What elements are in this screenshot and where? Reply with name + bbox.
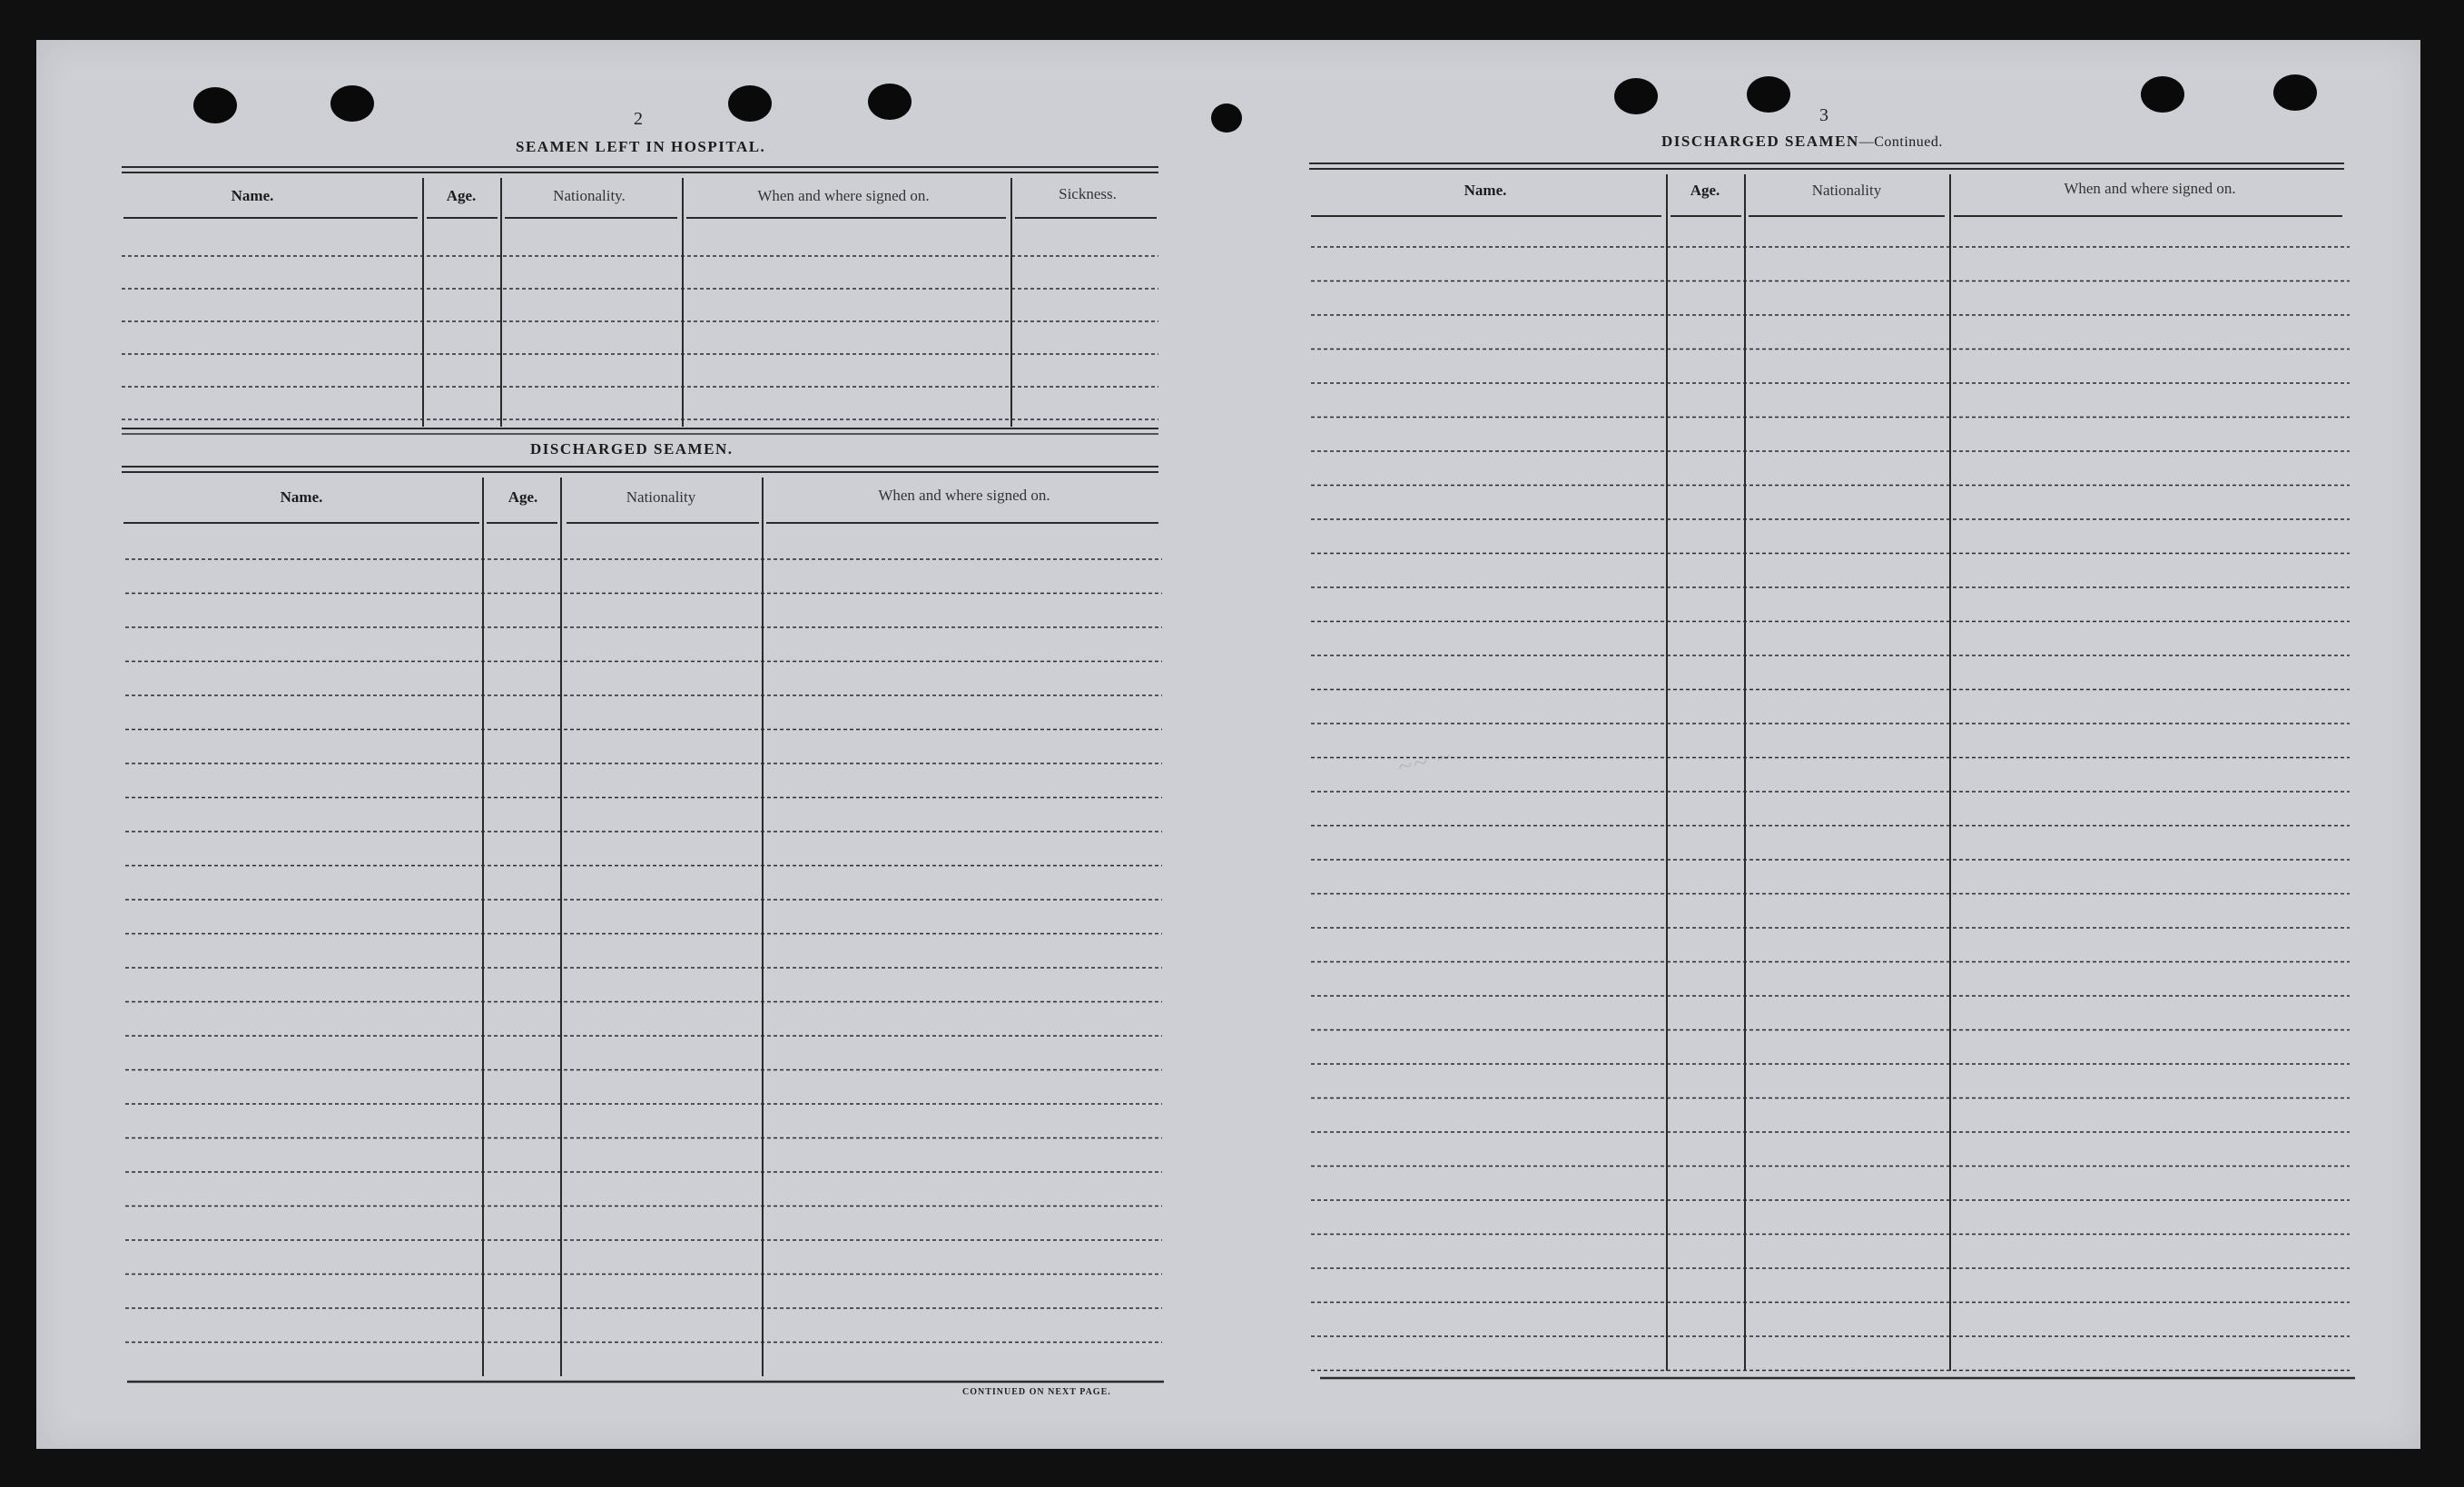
column-header: Age. xyxy=(508,488,538,506)
title-suffix: —Continued. xyxy=(1858,134,1943,150)
column-header: Nationality. xyxy=(553,187,626,204)
column-header: Name. xyxy=(280,488,323,506)
column-header: Name. xyxy=(1464,182,1507,199)
column-header: Nationality xyxy=(626,488,696,506)
column-header: Age. xyxy=(1690,182,1720,199)
page-number: 3 xyxy=(1819,105,1828,125)
column-header: When and where signed on. xyxy=(2064,180,2236,197)
title-text: DISCHARGED SEAMEN xyxy=(1661,133,1859,150)
page-number: 2 xyxy=(634,109,643,129)
continued-footer: CONTINUED ON NEXT PAGE. xyxy=(962,1387,1111,1397)
document-page xyxy=(36,40,2420,1449)
hospital-section-title: SEAMEN LEFT IN HOSPITAL. xyxy=(516,138,766,155)
discharged-section-title: DISCHARGED SEAMEN. xyxy=(530,440,734,458)
column-header: Nationality xyxy=(1811,182,1882,199)
column-header: Sickness. xyxy=(1059,185,1117,202)
column-header: Age. xyxy=(446,187,477,204)
column-header: Name. xyxy=(231,187,274,204)
ruled-lines xyxy=(36,40,2420,1449)
column-header: When and where signed on. xyxy=(878,487,1050,504)
bleed-through-mark: ~~ ~ xyxy=(1395,743,1455,782)
column-header: When and where signed on. xyxy=(757,187,930,204)
